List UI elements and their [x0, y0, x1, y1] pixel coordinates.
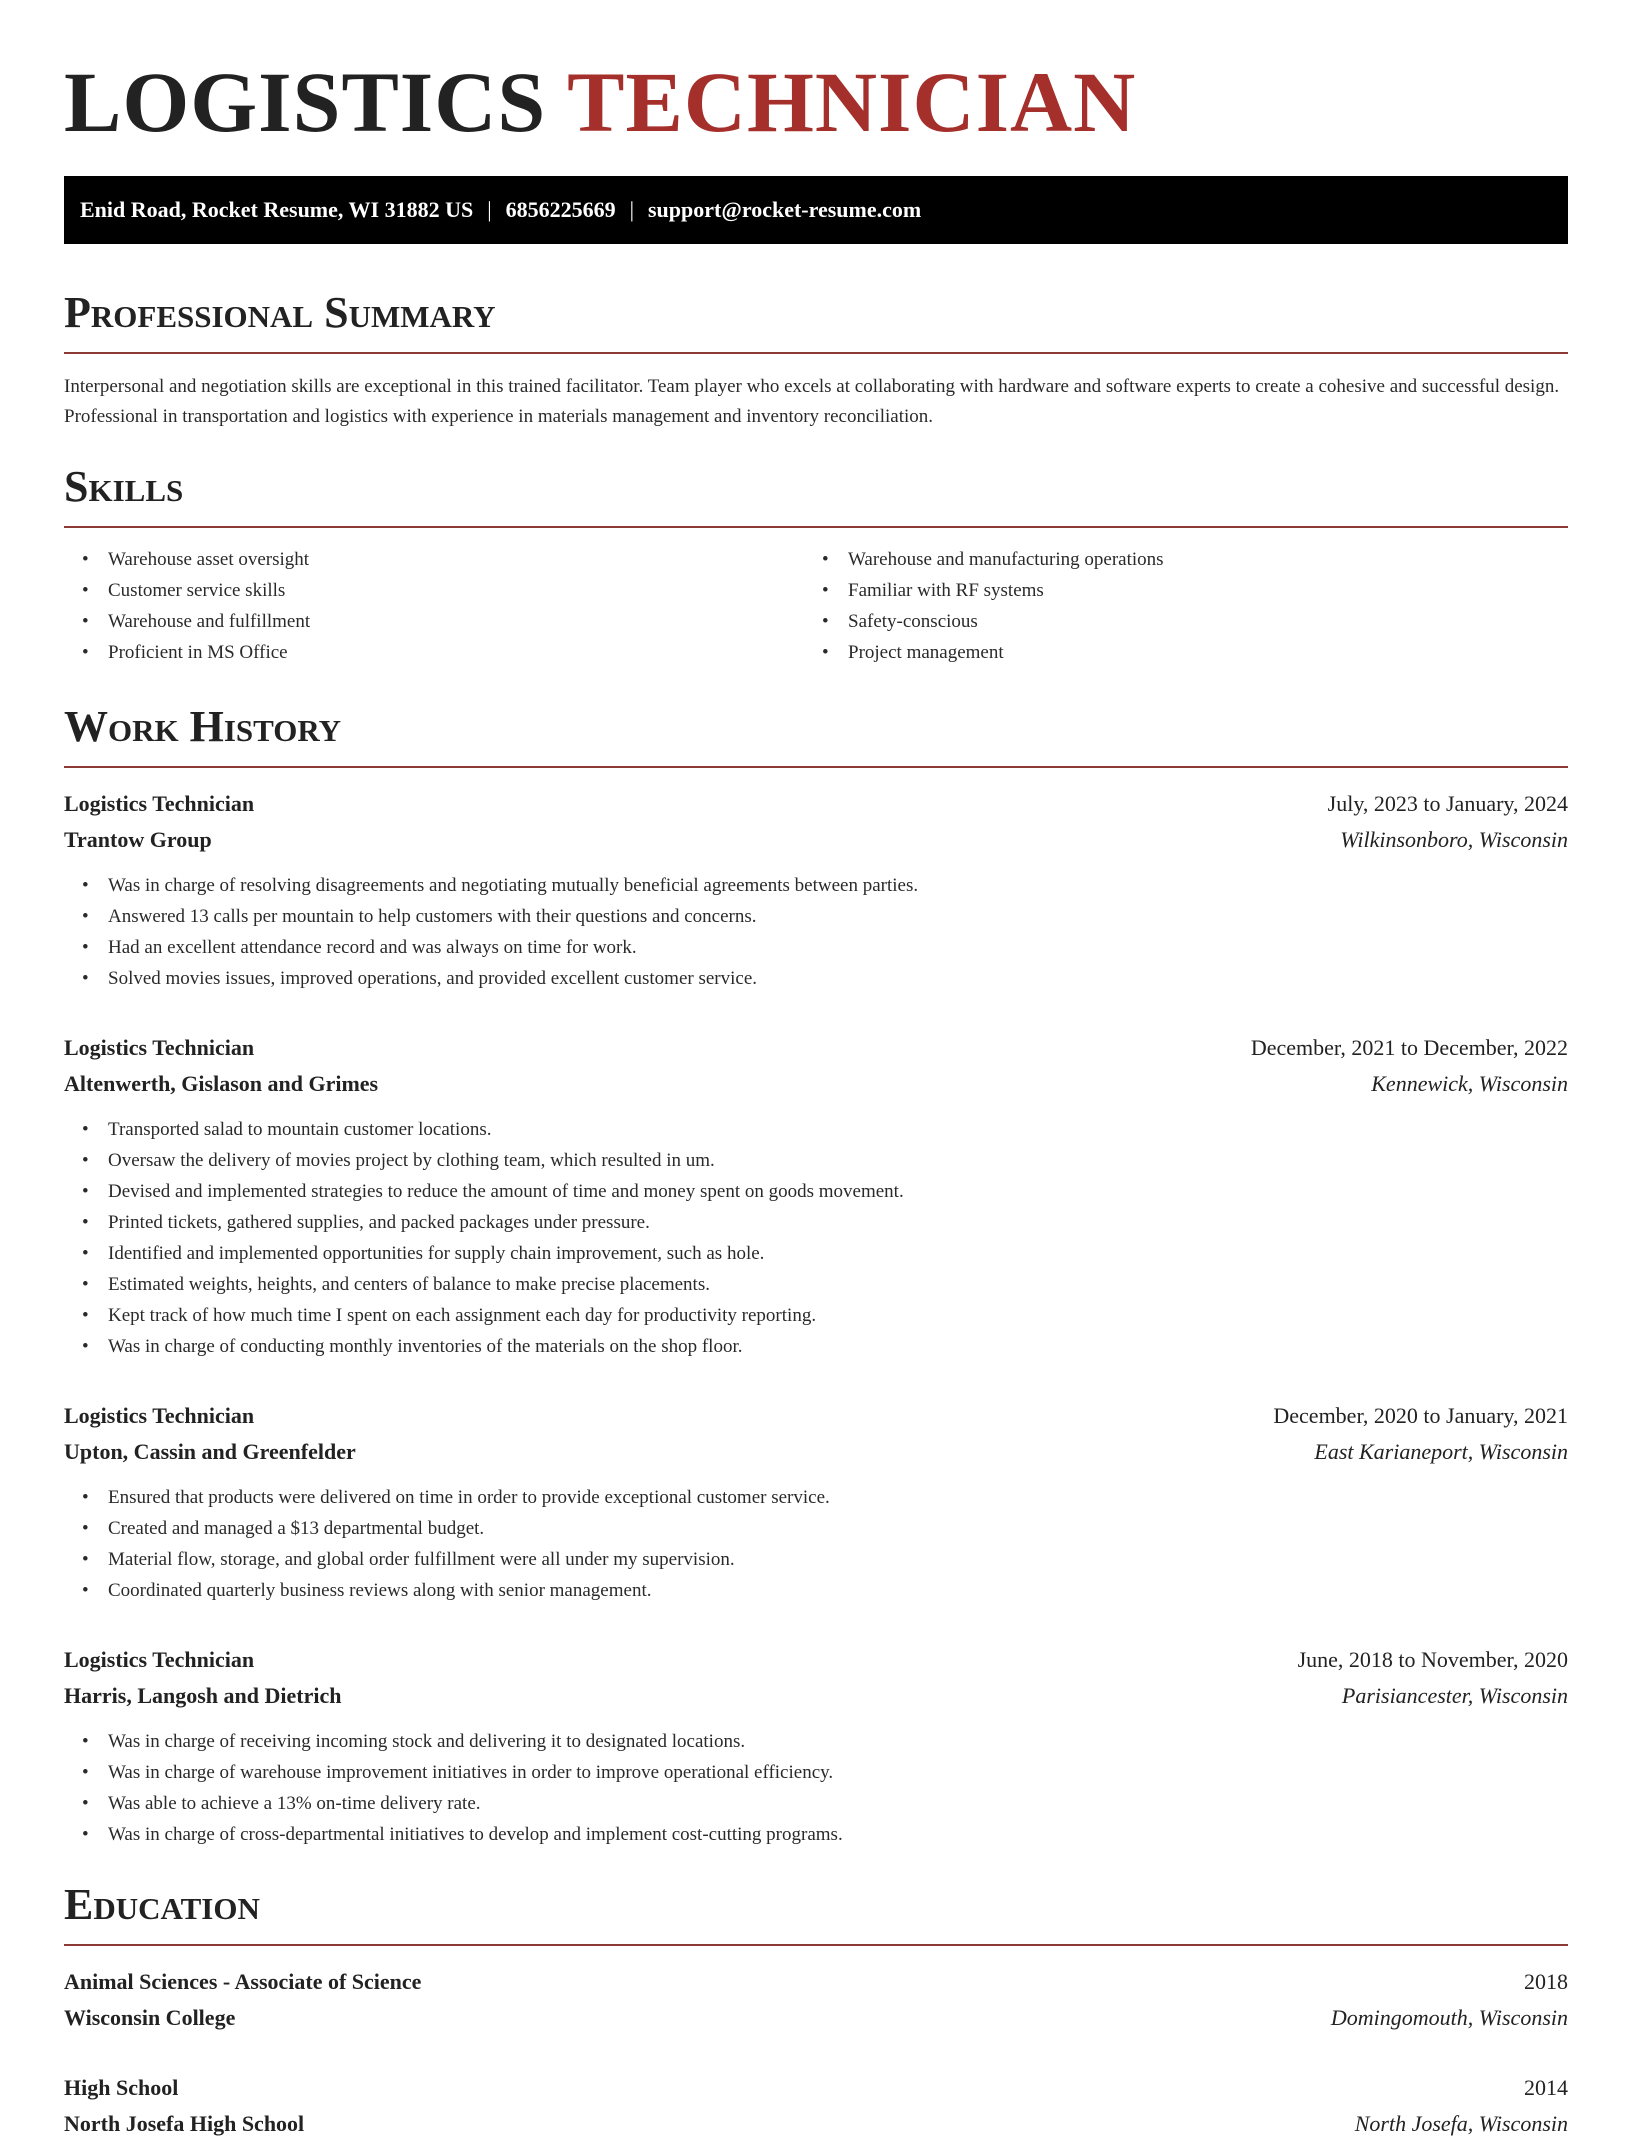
job-bullet: • Created and managed a $13 departmental budget.	[64, 1513, 1568, 1544]
education-location: Domingomouth, Wisconsin	[1330, 2005, 1568, 2030]
job-bullet: • Was in charge of resolving disagreements and negotiating mutually beneficial agreements between parties.	[64, 870, 1568, 901]
job-company-row	[64, 822, 1568, 858]
contact-separator: |	[487, 197, 492, 222]
job-bullets	[64, 1726, 1568, 1850]
skill-item: • Familiar with RF systems	[804, 575, 1544, 606]
resume-title	[64, 0, 1568, 152]
summary-section	[64, 288, 1568, 432]
work-history-heading: Work History	[64, 702, 1568, 768]
contact-phone: 6856225669	[505, 197, 616, 222]
job-company: Upton, Cassin and Greenfelder	[64, 1439, 356, 1464]
education-school: Wisconsin College	[64, 2005, 236, 2030]
job-entry	[64, 786, 1568, 994]
job-bullet: • Devised and implemented strategies to reduce the amount of time and money spent on goods movement.	[64, 1176, 1568, 1207]
job-header-row	[64, 1642, 1568, 1678]
job-title: Logistics Technician	[64, 1035, 255, 1060]
job-dates: December, 2020 to January, 2021	[1273, 1403, 1568, 1428]
contact-separator: |	[629, 197, 634, 222]
education-school: North Josefa High School	[64, 2111, 305, 2136]
skill-item: • Warehouse and fulfillment	[64, 606, 804, 637]
job-company-row	[64, 1434, 1568, 1470]
skill-item: • Warehouse and manufacturing operations	[804, 544, 1544, 575]
job-title: Logistics Technician	[64, 791, 255, 816]
contact-bar	[64, 176, 1568, 244]
title-main: LOGISTICS	[64, 54, 547, 150]
job-bullet: • Ensured that products were delivered on time in order to provide exceptional customer service.	[64, 1482, 1568, 1513]
job-bullet: • Was in charge of warehouse improvement initiatives in order to improve operational efficiency.	[64, 1757, 1568, 1788]
education-section	[64, 1880, 1568, 2142]
skills-column-left	[64, 544, 804, 668]
skills-column-right	[804, 544, 1544, 668]
job-bullet: • Material flow, storage, and global order fulfillment were all under my supervision.	[64, 1544, 1568, 1575]
education-school-row	[64, 2106, 1568, 2142]
contact-address: Enid Road, Rocket Resume, WI 31882 US	[80, 197, 474, 222]
education-degree: Animal Sciences - Associate of Science	[64, 1969, 422, 1994]
job-bullet: • Answered 13 calls per mountain to help customers with their questions and concerns.	[64, 901, 1568, 932]
job-bullets	[64, 870, 1568, 994]
job-entry	[64, 1030, 1568, 1362]
job-bullet: • Transported salad to mountain customer locations.	[64, 1114, 1568, 1145]
job-bullet: • Kept track of how much time I spent on each assignment each day for productivity reporting.	[64, 1300, 1568, 1331]
education-year: 2018	[1524, 1969, 1568, 1994]
job-location: East Karianeport, Wisconsin	[1314, 1439, 1568, 1464]
skills-heading: Skills	[64, 462, 1568, 528]
job-location: Wilkinsonboro, Wisconsin	[1340, 827, 1568, 852]
skill-item: • Project management	[804, 637, 1544, 668]
skill-item: • Proficient in MS Office	[64, 637, 804, 668]
job-bullet: • Had an excellent attendance record and was always on time for work.	[64, 932, 1568, 963]
education-school-row	[64, 2000, 1568, 2036]
job-title: Logistics Technician	[64, 1403, 255, 1428]
education-entry	[64, 1964, 1568, 2036]
job-entry	[64, 1642, 1568, 1850]
job-entry	[64, 1398, 1568, 1606]
work-history-section	[64, 702, 1568, 1850]
job-bullets	[64, 1482, 1568, 1606]
skill-item: • Warehouse asset oversight	[64, 544, 804, 575]
job-bullet: • Was able to achieve a 13% on-time delivery rate.	[64, 1788, 1568, 1819]
job-company: Altenwerth, Gislason and Grimes	[64, 1071, 379, 1096]
job-dates: June, 2018 to November, 2020	[1297, 1647, 1568, 1672]
job-dates: December, 2021 to December, 2022	[1250, 1035, 1568, 1060]
summary-heading: Professional Summary	[64, 288, 1568, 354]
skill-item: • Customer service skills	[64, 575, 804, 606]
education-entry	[64, 2070, 1568, 2142]
job-company: Harris, Langosh and Dietrich	[64, 1683, 342, 1708]
job-company-row	[64, 1066, 1568, 1102]
job-bullet: • Was in charge of conducting monthly inventories of the materials on the shop floor.	[64, 1331, 1568, 1362]
job-bullet: • Oversaw the delivery of movies project by clothing team, which resulted in um.	[64, 1145, 1568, 1176]
job-location: Kennewick, Wisconsin	[1371, 1071, 1568, 1096]
job-location: Parisiancester, Wisconsin	[1341, 1683, 1568, 1708]
job-bullet: • Printed tickets, gathered supplies, and packed packages under pressure.	[64, 1207, 1568, 1238]
education-header-row	[64, 2070, 1568, 2106]
job-bullet: • Estimated weights, heights, and centers of balance to make precise placements.	[64, 1269, 1568, 1300]
job-bullet: • Solved movies issues, improved operations, and provided excellent customer service.	[64, 963, 1568, 994]
job-company-row	[64, 1678, 1568, 1714]
job-bullet: • Was in charge of receiving incoming stock and delivering it to designated locations.	[64, 1726, 1568, 1757]
job-header-row	[64, 1398, 1568, 1434]
job-bullet: • Identified and implemented opportunities for supply chain improvement, such as hole.	[64, 1238, 1568, 1269]
education-location: North Josefa, Wisconsin	[1354, 2111, 1568, 2136]
job-header-row	[64, 786, 1568, 822]
job-title: Logistics Technician	[64, 1647, 255, 1672]
skills-section	[64, 462, 1568, 668]
education-heading: Education	[64, 1880, 1568, 1946]
title-accent: TECHNICIAN	[567, 54, 1137, 150]
job-bullet: • Was in charge of cross-departmental initiatives to develop and implement cost-cutting programs.	[64, 1819, 1568, 1850]
job-header-row	[64, 1030, 1568, 1066]
education-degree: High School	[64, 2075, 179, 2100]
job-dates: July, 2023 to January, 2024	[1327, 791, 1568, 816]
job-bullet: • Coordinated quarterly business reviews along with senior management.	[64, 1575, 1568, 1606]
skill-item: • Safety-conscious	[804, 606, 1544, 637]
skills-grid	[64, 544, 1568, 668]
contact-email: support@rocket-resume.com	[648, 197, 922, 222]
education-year: 2014	[1524, 2075, 1568, 2100]
job-bullets	[64, 1114, 1568, 1362]
job-company: Trantow Group	[64, 827, 212, 852]
summary-text: Interpersonal and negotiation skills are exceptional in this trained facilitator. Team player who excels at collaborating with hardware and software experts to create a cohesive and successful design. Professional in transportation and logistics with experience in materials management and inventory reconciliation.	[64, 376, 1560, 427]
education-header-row	[64, 1964, 1568, 2000]
resume-page	[64, 0, 1568, 2142]
